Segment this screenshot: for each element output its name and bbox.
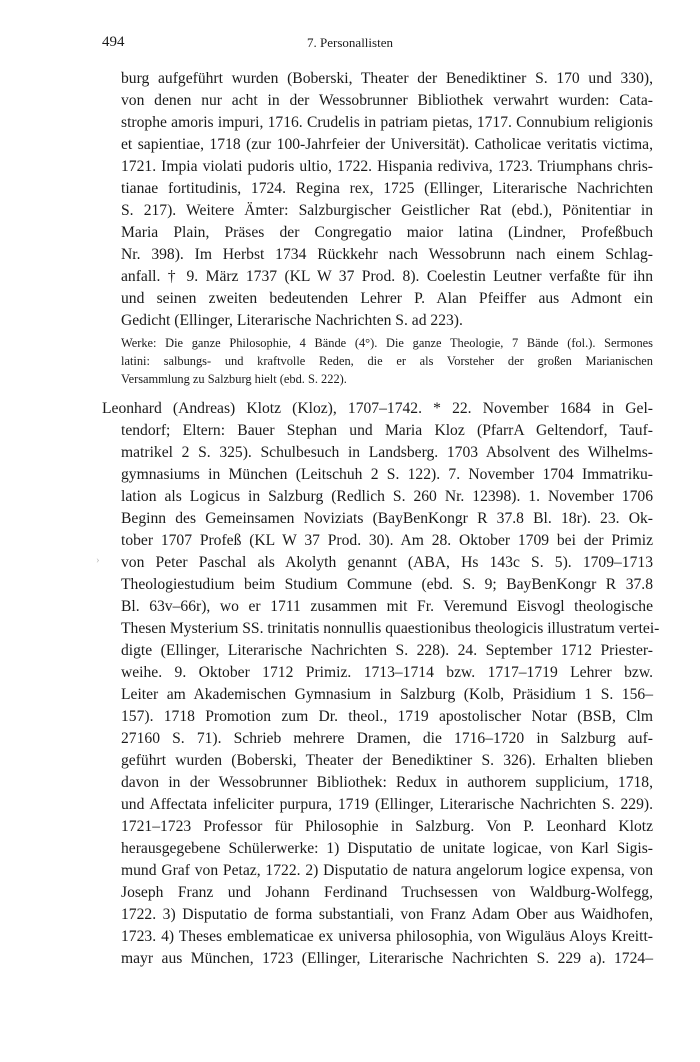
- text-line: 157). 1718 Promotion zum Dr. theol., 1719 apostolischer Notar (BSB, Clm: [121, 708, 653, 725]
- text-line: von Peter Paschal als Akolyth genannt (ABA, Hs 143c S. 5). 1709–1713: [121, 554, 653, 571]
- text-line: Leiter am Akademischen Gymnasium in Salzburg (Kolb, Präsidium 1 S. 156–: [121, 686, 653, 703]
- works-line: Werke: Die ganze Philosophie, 4 Bände (4°). Die ganze Theologie, 7 Bände (fol.). Sermones: [121, 336, 653, 350]
- text-line: gymnasiums in München (Leitschuh 2 S. 122). 7. November 1704 Immatriku-: [121, 466, 653, 483]
- works-line: Versammlung zu Salzburg hielt (ebd. S. 222).: [121, 372, 347, 386]
- text-line: 27160 S. 71). Schrieb mehrere Dramen, die 1716–1720 in Salzburg auf-: [121, 730, 653, 747]
- text-line: tober 1707 Profeß (KL W 37 Prod. 30). Am 28. Oktober 1709 bei der Primiz: [121, 532, 653, 549]
- text-line: Joseph Franz und Johann Ferdinand Truchsessen von Waldburg-Wolfegg,: [121, 884, 653, 901]
- text-line: Gedicht (Ellinger, Literarische Nachrichten S. ad 223).: [121, 312, 463, 329]
- text-line: lation als Logicus in Salzburg (Redlich S. 260 Nr. 12398). 1. November 1706: [121, 488, 653, 505]
- text-line: Bl. 63v–66r), wo er 1711 zusammen mit Fr. Veremund Eisvogl theologische: [121, 598, 653, 615]
- text-line: tendorf; Eltern: Bauer Stephan und Maria Kloz (PfarrA Geltendorf, Tauf-: [121, 422, 653, 439]
- text-line: strophe amoris impuri, 1716. Crudelis in patriam pietas, 1717. Connubium religionis: [121, 114, 653, 131]
- text-line: geführt wurden (Boberski, Theater der Benediktiner S. 326). Erhalten blieben: [121, 752, 653, 769]
- text-line: S. 217). Weitere Ämter: Salzburgischer Geistlicher Rat (ebd.), Pönitentiar in: [121, 202, 653, 219]
- text-line: digte (Ellinger, Literarische Nachrichten S. 228). 24. September 1712 Priester-: [121, 642, 653, 659]
- running-head: 7. Personallisten: [307, 35, 393, 50]
- text-line: mund Graf von Petaz, 1722. 2) Disputatio de natura angelorum logice expensa, von: [121, 862, 653, 879]
- text-line: und seinen zweiten bedeutenden Lehrer P. Alan Pfeiffer aus Admont ein: [121, 290, 653, 307]
- text-line: von denen nur acht in der Wessobrunner Bibliothek verwahrt wurden: Cata-: [121, 92, 653, 109]
- works-line: latini: salbungs- und kraftvolle Reden, die er als Vorsteher der großen Marianischen: [121, 354, 653, 368]
- text-line: und Affectata infeliciter purpura, 1719 (Ellinger, Literarische Nachrichten S. 229).: [121, 796, 653, 813]
- text-line: et sapientiae, 1718 (zur 100-Jahrfeier der Universität). Catholicae veritatis victima,: [121, 136, 653, 153]
- page-header: [0, 34, 700, 54]
- text-line: mayr aus München, 1723 (Ellinger, Literarische Nachrichten S. 229 a). 1724–: [121, 950, 653, 967]
- text-line: herausgegebene Schülerwerke: 1) Disputatio de unitate logicae, von Karl Sigis-: [121, 840, 653, 857]
- text-line: Thesen Mysterium SS. trinitatis nonnullis quaestionibus theologicis illustratum vertei-: [121, 620, 660, 637]
- text-line: burg aufgeführt wurden (Boberski, Theater der Benediktiner S. 170 und 330),: [121, 70, 653, 87]
- text-line: davon in der Wessobrunner Bibliothek: Redux in authorem supplicium, 1718,: [121, 774, 653, 791]
- text-line: Maria Plain, Präses der Congregatio maior latina (Lindner, Profeßbuch: [121, 224, 653, 241]
- text-line: 1721–1723 Professor für Philosophie in Salzburg. Von P. Leonhard Klotz: [121, 818, 653, 835]
- text-line: 1723. 4) Theses emblematicae ex universa philosophia, von Wiguläus Aloys Kreitt-: [121, 928, 653, 945]
- text-line: weihe. 9. Oktober 1712 Primiz. 1713–1714 bzw. 1717–1719 Lehrer bzw.: [121, 664, 653, 681]
- text-line: 1721. Impia violati pudoris ultio, 1722. Hispania rediviva, 1723. Triumphans chris-: [121, 158, 653, 175]
- text-line: Theologiestudium beim Studium Commune (ebd. S. 9; BayBenKongr R 37.8: [121, 576, 653, 593]
- page-number: 494: [102, 34, 125, 50]
- text-line: Beginn des Gemeinsamen Noviziats (BayBenKongr R 37.8 Bl. 18r). 23. Ok-: [121, 510, 653, 527]
- text-line: 1722. 3) Disputatio de forma substantiali, von Franz Adam Ober aus Waidhofen,: [121, 906, 653, 923]
- text-line: anfall. † 9. März 1737 (KL W 37 Prod. 8). Coelestin Leutner verfaßte für ihn: [121, 268, 653, 285]
- text-line: tianae fortitudinis, 1724. Regina rex, 1725 (Ellinger, Literarische Nachrichten: [121, 180, 653, 197]
- text-line: Nr. 398). Im Herbst 1734 Rückkehr nach Wessobrunn nach einem Schlag-: [121, 246, 653, 263]
- text-line: matrikel 2 S. 325). Schulbesuch in Landsberg. 1703 Absolvent des Wilhelms-: [121, 444, 653, 461]
- entry-heading-line: Leonhard (Andreas) Klotz (Kloz), 1707–1742. * 22. November 1684 in Gel-: [102, 400, 653, 417]
- margin-mark: ›: [96, 554, 100, 566]
